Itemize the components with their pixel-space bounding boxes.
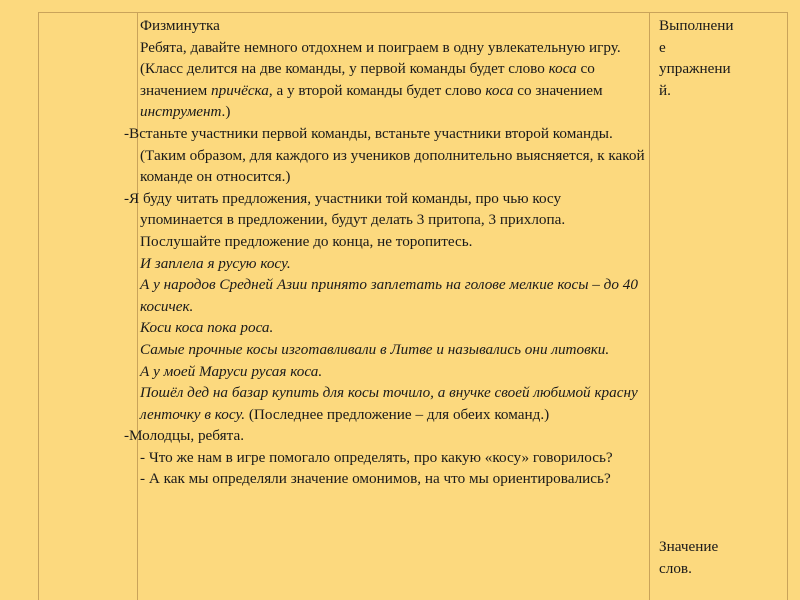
question-2: - А как мы определяли значение омонимов, на что мы ориентировались? — [140, 470, 611, 488]
activity-line: упражнени — [659, 60, 731, 78]
sentence-item: А у народов Средней Азии принято заплетать на голове мелкие косы – до 40 косичек. — [140, 276, 638, 315]
sentence-item: Самые прочные косы изготавливали в Литве и назывались они литовки. — [140, 340, 610, 358]
sentence-item: А у моей Маруси русая коса. — [140, 362, 323, 380]
last-sentence-note: (Последнее предложение – для обеих команд.) — [245, 405, 550, 423]
meaning-hairstyle: причёска — [211, 81, 269, 99]
activity-cell — [659, 15, 759, 101]
activity-line: е — [659, 38, 666, 56]
sentence-item: Коси коса пока роса. — [140, 319, 274, 337]
answer-cell — [659, 536, 759, 579]
word-kosa-1: коса — [548, 60, 577, 78]
section-title: Физминутка — [140, 17, 220, 34]
sentence-last: Пошёл дед на базар купить для косы точило, а внучке своей любимой красну ленточку в косу. (Последнее предложение – для обеих команд.) — [140, 384, 638, 423]
teacher-intro: Ребята, давайте немного отдохнем и поиграем в одну увлекательную игру. — [140, 38, 621, 56]
game-setup: (Класс делится на две команды, у первой команды будет слово коса со значением причёска, а у второй команды будет слово коса со значением инструмент.) — [140, 60, 603, 121]
sentence-item: И заплела я русую косу. — [140, 254, 291, 272]
instruction-read: -Я буду читать предложения, участники той команды, про чью косу упоминается в предложении, будут делать 3 притопа, 3 прихлопа. Послушайте предложение до конца, не торопитесь. — [124, 189, 566, 250]
column-divider-left — [137, 12, 138, 600]
lesson-content-cell — [124, 15, 645, 490]
answer-line: Значение — [659, 538, 719, 555]
activity-line: й. — [659, 81, 671, 99]
column-divider-right — [649, 12, 650, 600]
answer-line: слов. — [659, 559, 692, 577]
word-kosa-2: коса — [485, 81, 514, 99]
activity-line: Выполнени — [659, 17, 734, 34]
instruction-stand: -Встаньте участники первой команды, встаньте участники второй команды. (Таким образом, для каждого из учеников дополнительно выясняется, к какой команде он относится.) — [124, 124, 645, 186]
question-1: - Что же нам в игре помогало определять, про какую «косу» говорилось? — [140, 448, 613, 466]
meaning-tool: инструмент — [140, 103, 222, 121]
praise: -Молодцы, ребята. — [124, 427, 244, 445]
